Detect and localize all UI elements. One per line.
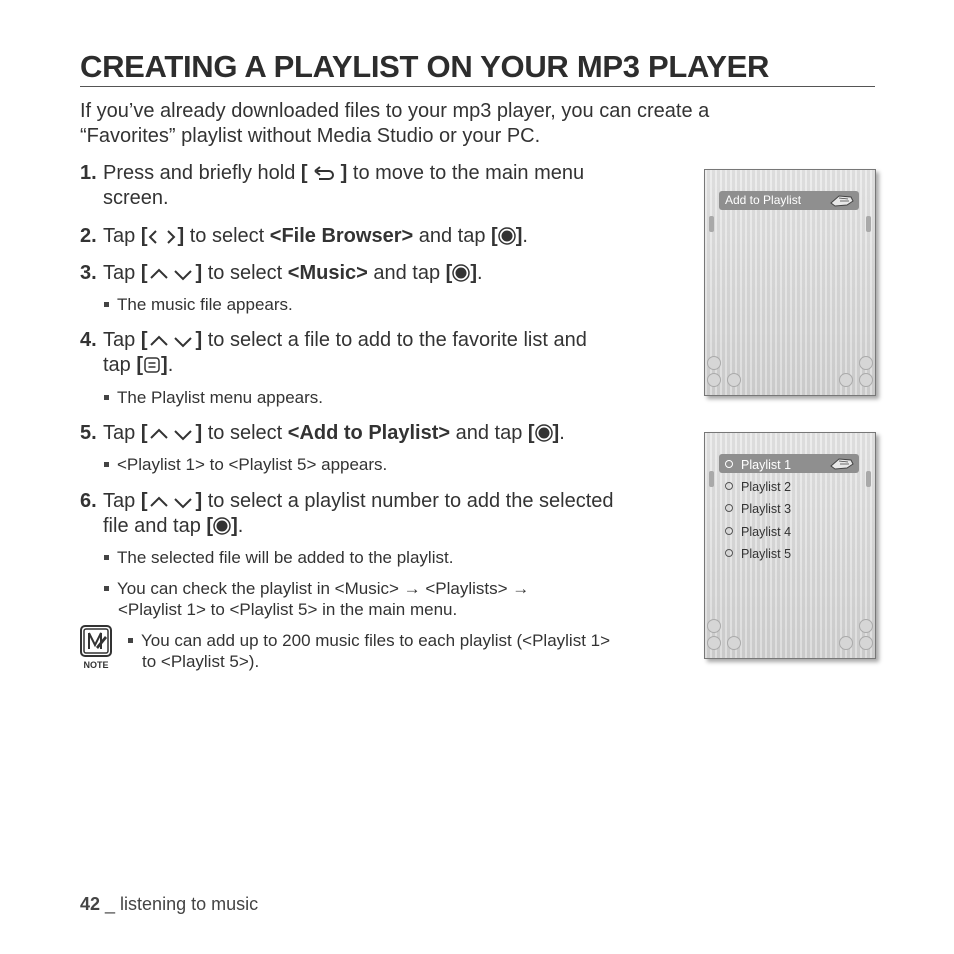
- playlist-item-1[interactable]: Playlist 1: [725, 457, 791, 473]
- device-screen-playlist-list: [704, 432, 876, 659]
- device-screen-add-to-playlist: [704, 169, 876, 396]
- subnote-6a: The selected file will be added to the playlist.: [104, 547, 453, 568]
- subnote-6b: You can check the playlist in <Music> → <Playlists> → <Playlist 1> to <Playlist 5> in the main menu.: [104, 578, 529, 620]
- hand-pointer-icon: [829, 193, 855, 208]
- ok-button-icon: [535, 424, 553, 442]
- page-number: 42: [80, 894, 101, 914]
- step-1: 1. Press and briefly hold [ ] to move to the main menu screen.: [80, 162, 585, 209]
- playlist-item-4[interactable]: Playlist 4: [725, 524, 791, 540]
- radio-icon: [725, 549, 733, 557]
- subnote-4: The Playlist menu appears.: [104, 387, 323, 408]
- step-5: 5. Tap [ ] to select <Add to Playlist> and tap [ ].: [80, 422, 565, 444]
- playlist-item-2[interactable]: Playlist 2: [725, 479, 791, 495]
- menu-icon: [143, 356, 161, 374]
- section-name: _ listening to music: [100, 894, 259, 914]
- page-title: CREATING A PLAYLIST ON YOUR MP3 PLAYER: [80, 48, 875, 87]
- subnote-5: <Playlist 1> to <Playlist 5> appears.: [104, 454, 387, 475]
- playlist-item-5[interactable]: Playlist 5: [725, 546, 791, 562]
- up-down-icon: [147, 494, 195, 510]
- subnote-3: The music file appears.: [104, 294, 293, 315]
- step-4: 4. Tap [ ] to select a file to add to the favorite list and tap [ ].: [80, 329, 587, 376]
- note-text: You can add up to 200 music files to each playlist (<Playlist 1> to <Playlist 5>).: [128, 630, 698, 672]
- back-icon: [313, 166, 335, 182]
- note-icon: [80, 625, 112, 657]
- ok-button-icon: [452, 264, 470, 282]
- radio-icon: [725, 482, 733, 490]
- up-down-icon: [147, 333, 195, 349]
- add-to-playlist-bar[interactable]: Add to Playlist: [719, 191, 859, 210]
- radio-icon: [725, 460, 733, 468]
- page-footer: [80, 894, 258, 915]
- step-2: 2. Tap [ ] to select <File Browser> and tap [ ].: [80, 225, 528, 247]
- hand-pointer-icon: [829, 456, 855, 471]
- ok-button-icon: [213, 517, 231, 535]
- radio-icon: [725, 504, 733, 512]
- note-label: NOTE: [83, 660, 109, 670]
- back-button-ref: [ ]: [300, 162, 348, 184]
- up-down-icon: [147, 426, 195, 442]
- step-3: 3. Tap [ ] to select <Music> and tap [ ].: [80, 262, 483, 284]
- intro-paragraph: If you’ve already downloaded files to your mp3 player, you can create a “Favorites” playlist without Media Studio or your PC.: [80, 100, 710, 147]
- left-right-icon: [147, 229, 177, 245]
- up-down-icon: [147, 266, 195, 282]
- ok-button-icon: [498, 227, 516, 245]
- playlist-item-3[interactable]: Playlist 3: [725, 501, 791, 517]
- step-6: 6. Tap [ ] to select a playlist number to add the selected file and tap [ ].: [80, 490, 614, 537]
- radio-icon: [725, 527, 733, 535]
